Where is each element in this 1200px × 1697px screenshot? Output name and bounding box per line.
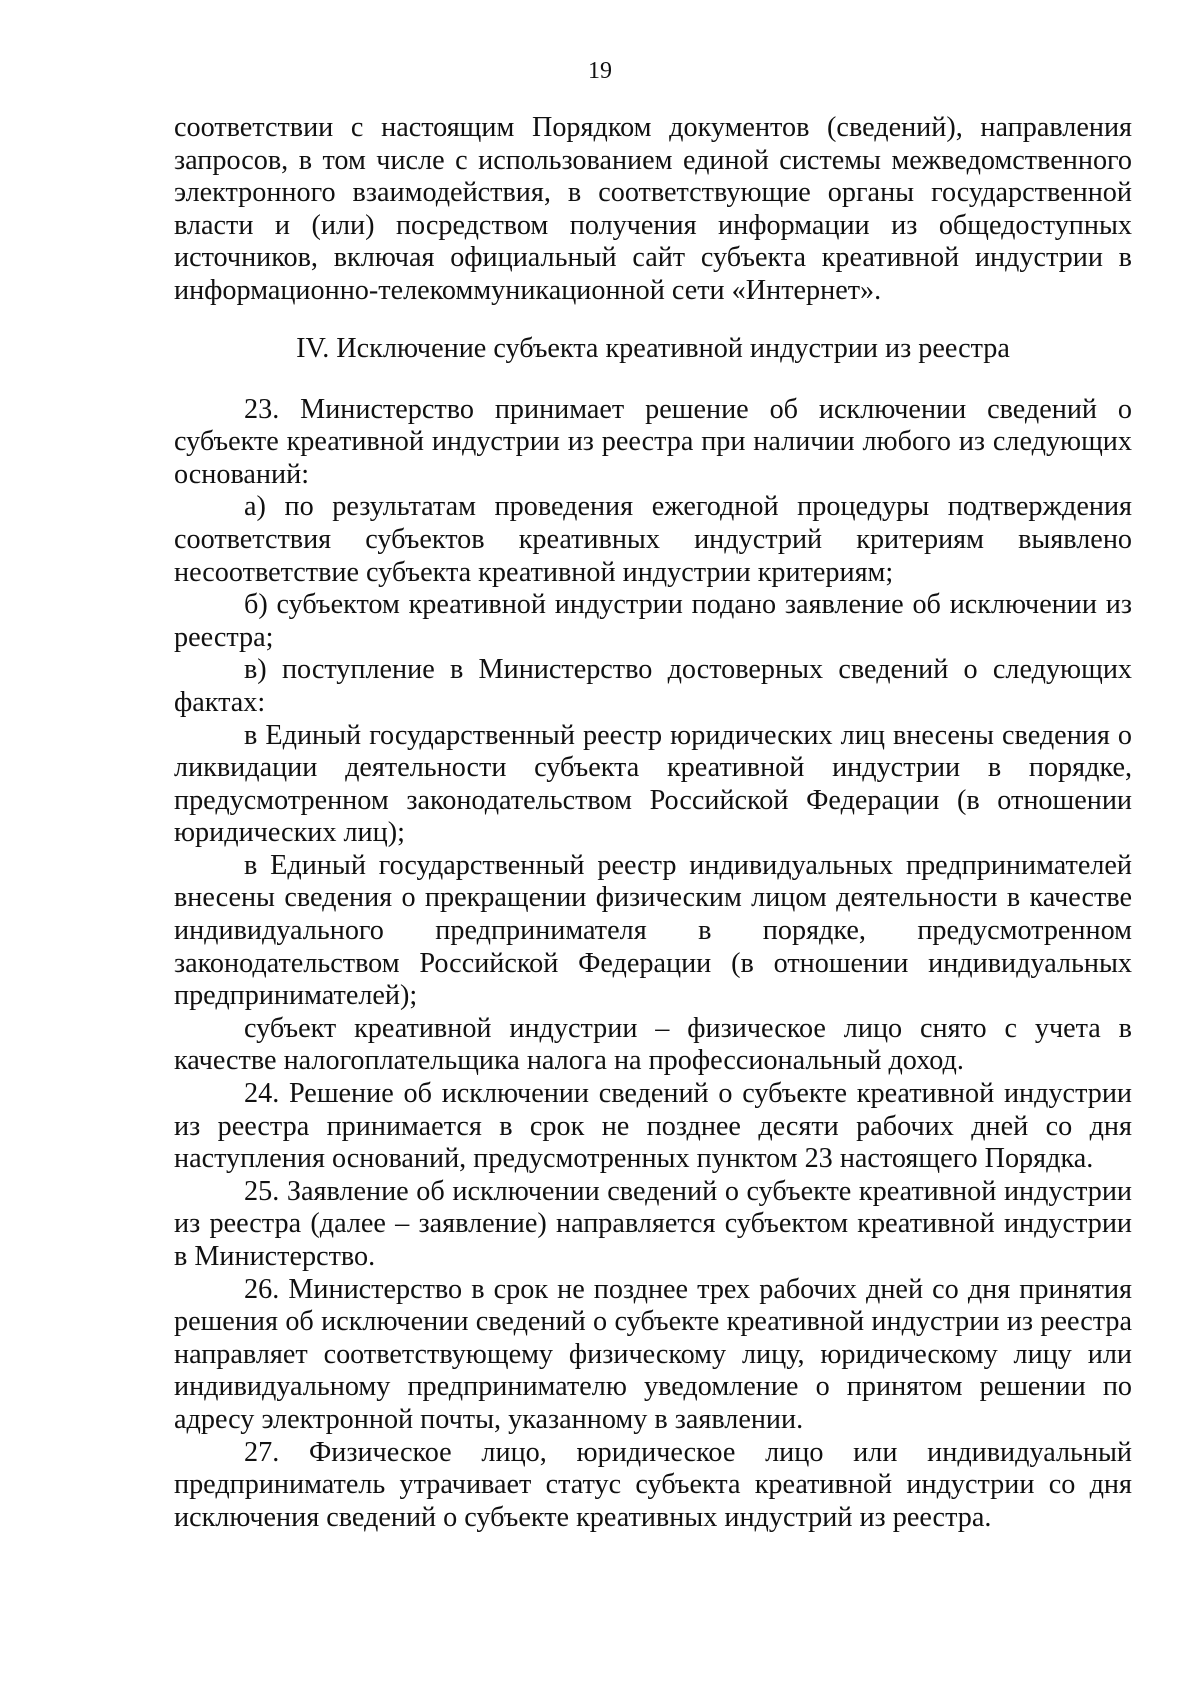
section-heading: IV. Исключение субъекта креативной индустрии из реестра xyxy=(296,332,1010,364)
paragraph-26: 26. Министерство в срок не позднее трех рабочих дней со дня принятия решения об исключении сведений о субъекте креативной индустрии из реестра направляет соответствующему физическому лицу, юридическому лицу или индивидуальному предпринимателю уведомление о принятом решении по адресу электронной почты, указанному в заявлении. xyxy=(174,1273,1132,1435)
subparagraph-b: б) субъектом креативной индустрии подано заявление об исключении из реестра; xyxy=(174,589,1132,653)
subparagraph-a: а) по результатам проведения ежегодной процедуры подтверждения соответствия субъектов креативных индустрий критериям выявлено несоответствие субъекта креативной индустрии критериям; xyxy=(174,491,1132,588)
fact-self-employed: субъект креативной индустрии – физическое лицо снято с учета в качестве налогоплательщика налога на профессиональный доход. xyxy=(174,1012,1132,1077)
intro-paragraph: соответствии с настоящим Порядком документов (сведений), направления запросов, в том числе с использованием единой системы межведомственного электронного взаимодействия, в соответствующие органы государственной власти и (или) посредством получения информации из общедоступных источников, включая официальный сайт субъекта креативной индустрии в информационно-телекоммуникационной сети «Интернет». xyxy=(174,112,1132,306)
fact-legal-entities: в Единый государственный реестр юридических лиц внесены сведения о ликвидации деятельности субъекта креативной индустрии в порядке, предусмотренном законодательством Российской Федерации (в отношении юридических лиц); xyxy=(174,719,1132,849)
page-number: 19 xyxy=(588,58,612,84)
fact-individual-entrepreneurs: в Единый государственный реестр индивидуальных предпринимателей внесены сведения о прекращении физическим лицом деятельности в качестве индивидуального предпринимателя в порядке, предусмотренном законодательством Российской Федерации (в отношении индивидуальных предпринимателей); xyxy=(174,849,1132,1012)
paragraph-27: 27. Физическое лицо, юридическое лицо или индивидуальный предприниматель утрачивает статус субъекта креативной индустрии со дня исключения сведений о субъекте креативных индустрий из реестра. xyxy=(174,1436,1132,1533)
paragraph-23: 23. Министерство принимает решение об исключении сведений о субъекте креативной индустрии из реестра при наличии любого из следующих оснований: xyxy=(174,393,1132,490)
subparagraph-v: в) поступление в Министерство достоверных сведений о следующих фактах: xyxy=(174,654,1132,718)
document-body xyxy=(174,112,1132,1534)
paragraph-25: 25. Заявление об исключении сведений о субъекте креативной индустрии из реестра (далее – заявление) направляется субъектом креативной индустрии в Министерство. xyxy=(174,1175,1132,1272)
paragraph-24: 24. Решение об исключении сведений о субъекте креативной индустрии из реестра принимается в срок не позднее десяти рабочих дней со дня наступления оснований, предусмотренных пунктом 23 настоящего Порядка. xyxy=(174,1078,1132,1175)
